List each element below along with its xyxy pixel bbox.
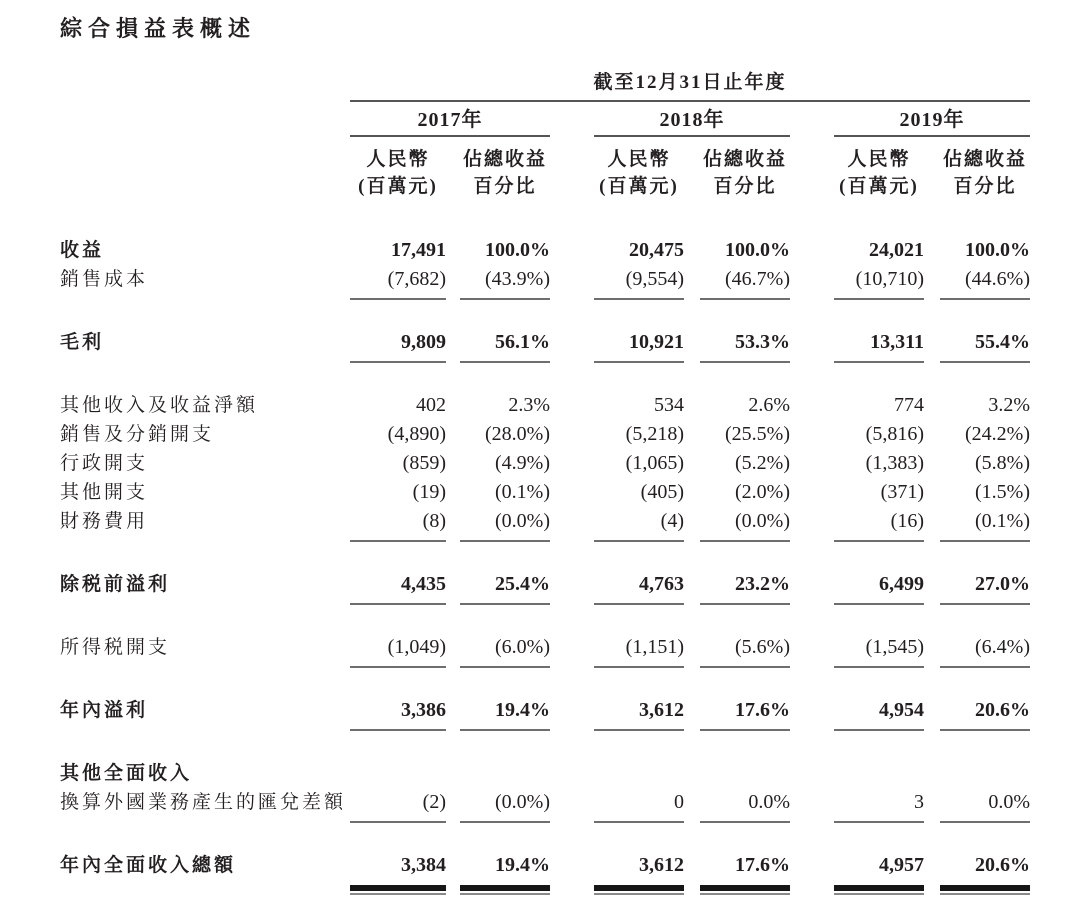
period-header: 截至12月31日止年度	[350, 72, 1030, 102]
subheader-pct-2018	[700, 146, 790, 200]
cell-2017-pct: (0.1%)	[495, 481, 550, 503]
subheader-pct-line2: 百分比	[953, 176, 1017, 197]
cell-2018-pct: (25.5%)	[725, 423, 790, 445]
cell-2019-amount: 13,311	[834, 328, 924, 357]
subheader-row	[60, 146, 1030, 200]
row-label: 毛利	[60, 332, 105, 353]
cell-2019-pct: 100.0%	[965, 239, 1030, 261]
cell-2017-pct: (43.9%)	[460, 265, 550, 294]
page-title: 綜合損益表概述	[60, 16, 257, 41]
cell-2018-pct: (5.6%)	[700, 633, 790, 662]
row-other-expenses	[60, 478, 1030, 507]
subheader-pct-line1: 佔總收益	[702, 149, 787, 170]
cell-2019-pct: 27.0%	[940, 570, 1030, 599]
cell-2019-pct: (5.8%)	[975, 452, 1030, 474]
income-statement-table	[60, 72, 1030, 880]
cell-2018-pct: 17.6%	[700, 851, 790, 880]
subheader-pct-line2: 百分比	[713, 176, 777, 197]
row-cost-of-sales	[60, 265, 1030, 294]
cell-2019-pct: 20.6%	[940, 851, 1030, 880]
cell-2018-amount: 10,921	[594, 328, 684, 357]
year-header-row	[60, 109, 1030, 137]
cell-2019-amount: (1,383)	[865, 452, 924, 474]
cell-2018-amount: (1,065)	[625, 452, 684, 474]
cell-2019-amount: 4,954	[834, 696, 924, 725]
cell-2019-pct: (44.6%)	[940, 265, 1030, 294]
cell-2018-pct: (46.7%)	[700, 265, 790, 294]
subheader-amount-2017	[350, 146, 446, 200]
cell-2017-amount: 3,386	[350, 696, 446, 725]
cell-2018-amount: 3,612	[594, 696, 684, 725]
cell-2019-amount: 4,957	[834, 851, 924, 880]
row-exchange-differences	[60, 788, 1030, 817]
subheader-amount-line2: (百萬元)	[358, 176, 438, 197]
cell-2017-pct: 25.4%	[460, 570, 550, 599]
row-other-comprehensive-income	[60, 759, 1030, 788]
cell-2017-pct: 19.4%	[460, 696, 550, 725]
cell-2017-amount: (4,890)	[387, 423, 446, 445]
cell-2019-pct: (6.4%)	[940, 633, 1030, 662]
subheader-amount-2018	[594, 146, 684, 200]
cell-2017-pct: (0.0%)	[460, 507, 550, 536]
cell-2019-amount: (5,816)	[865, 423, 924, 445]
cell-2018-pct: (5.2%)	[735, 452, 790, 474]
subheader-amount-line2: (百萬元)	[599, 176, 679, 197]
row-revenue	[60, 236, 1030, 265]
cell-2017-pct: (28.0%)	[485, 423, 550, 445]
cell-2019-pct: (1.5%)	[975, 481, 1030, 503]
cell-2017-pct: 56.1%	[460, 328, 550, 357]
cell-2018-pct: 0.0%	[700, 788, 790, 817]
document-page	[60, 0, 1030, 880]
subheader-amount-line1: 人民幣	[366, 149, 430, 170]
row-label: 所得税開支	[60, 637, 171, 658]
row-label: 銷售及分銷開支	[60, 424, 215, 445]
year-header-2019: 2019年	[834, 109, 1030, 137]
cell-2019-amount: (16)	[834, 507, 924, 536]
subheader-amount-2019	[834, 146, 924, 200]
cell-2019-pct: 55.4%	[940, 328, 1030, 357]
row-finance-costs	[60, 507, 1030, 536]
cell-2018-amount: 534	[654, 394, 684, 416]
subheader-pct-line1: 佔總收益	[942, 149, 1027, 170]
subheader-pct-2017	[460, 146, 550, 200]
row-label: 年內全面收入總額	[60, 855, 237, 876]
cell-2017-amount: (859)	[402, 452, 446, 474]
cell-2018-amount: (4)	[594, 507, 684, 536]
year-header-2017: 2017年	[350, 109, 550, 137]
row-profit-for-the-year	[60, 696, 1030, 725]
cell-2017-amount: 3,384	[350, 851, 446, 880]
row-label: 收益	[60, 240, 105, 261]
cell-2019-pct: 0.0%	[940, 788, 1030, 817]
row-gross-profit	[60, 328, 1030, 357]
cell-2018-pct: 2.6%	[748, 394, 790, 416]
cell-2018-amount: 4,763	[594, 570, 684, 599]
cell-2017-amount: 17,491	[391, 239, 446, 261]
year-header-2018: 2018年	[594, 109, 790, 137]
cell-2019-amount: 774	[894, 394, 924, 416]
cell-2018-amount: (405)	[640, 481, 684, 503]
cell-2018-amount: (5,218)	[625, 423, 684, 445]
row-label: 其他全面收入	[60, 763, 193, 784]
cell-2018-amount: 20,475	[629, 239, 684, 261]
cell-2017-pct: 2.3%	[508, 394, 550, 416]
cell-2017-amount: (8)	[350, 507, 446, 536]
cell-2017-amount: 9,809	[350, 328, 446, 357]
cell-2017-pct: (0.0%)	[460, 788, 550, 817]
cell-2018-pct: (0.0%)	[700, 507, 790, 536]
cell-2017-amount: (7,682)	[350, 265, 446, 294]
cell-2018-pct: 17.6%	[700, 696, 790, 725]
row-label: 換算外國業務產生的匯兌差額	[60, 792, 347, 813]
cell-2017-amount: 4,435	[350, 570, 446, 599]
row-label: 年內溢利	[60, 700, 149, 721]
cell-2018-pct: 100.0%	[725, 239, 790, 261]
cell-2019-pct: 3.2%	[988, 394, 1030, 416]
subheader-pct-2019	[940, 146, 1030, 200]
row-label: 行政開支	[60, 453, 149, 474]
row-administrative-expenses	[60, 449, 1030, 478]
row-label: 除税前溢利	[60, 574, 171, 595]
cell-2017-pct: 19.4%	[460, 851, 550, 880]
cell-2019-pct: (0.1%)	[940, 507, 1030, 536]
subheader-pct-line1: 佔總收益	[462, 149, 547, 170]
cell-2017-pct: 100.0%	[485, 239, 550, 261]
cell-2017-amount: (2)	[350, 788, 446, 817]
row-total-comprehensive-income	[60, 851, 1030, 880]
cell-2019-pct: (24.2%)	[965, 423, 1030, 445]
cell-2018-amount: 0	[594, 788, 684, 817]
cell-2019-pct: 20.6%	[940, 696, 1030, 725]
subheader-pct-line2: 百分比	[473, 176, 537, 197]
cell-2019-amount: (10,710)	[834, 265, 924, 294]
cell-2017-amount: 402	[416, 394, 446, 416]
cell-2017-pct: (6.0%)	[460, 633, 550, 662]
cell-2019-amount: (371)	[880, 481, 924, 503]
row-label: 銷售成本	[60, 269, 149, 290]
cell-2019-amount: (1,545)	[834, 633, 924, 662]
subheader-amount-line1: 人民幣	[847, 149, 911, 170]
cell-2019-amount: 24,021	[869, 239, 924, 261]
subheader-amount-line2: (百萬元)	[839, 176, 919, 197]
row-profit-before-tax	[60, 570, 1030, 599]
cell-2019-amount: 3	[834, 788, 924, 817]
subheader-amount-line1: 人民幣	[607, 149, 671, 170]
cell-2019-amount: 6,499	[834, 570, 924, 599]
cell-2017-pct: (4.9%)	[495, 452, 550, 474]
row-label: 其他開支	[60, 482, 149, 503]
cell-2018-amount: 3,612	[594, 851, 684, 880]
row-label: 其他收入及收益淨額	[60, 395, 259, 416]
period-header-row	[60, 72, 1030, 102]
row-income-tax-expense	[60, 633, 1030, 662]
cell-2018-pct: (2.0%)	[735, 481, 790, 503]
cell-2017-amount: (19)	[412, 481, 446, 503]
row-label: 財務費用	[60, 511, 149, 532]
row-selling-distribution-expenses	[60, 420, 1030, 449]
cell-2018-pct: 53.3%	[700, 328, 790, 357]
cell-2018-pct: 23.2%	[700, 570, 790, 599]
cell-2018-amount: (9,554)	[594, 265, 684, 294]
cell-2017-amount: (1,049)	[350, 633, 446, 662]
row-other-income-and-gains	[60, 391, 1030, 420]
cell-2018-amount: (1,151)	[594, 633, 684, 662]
